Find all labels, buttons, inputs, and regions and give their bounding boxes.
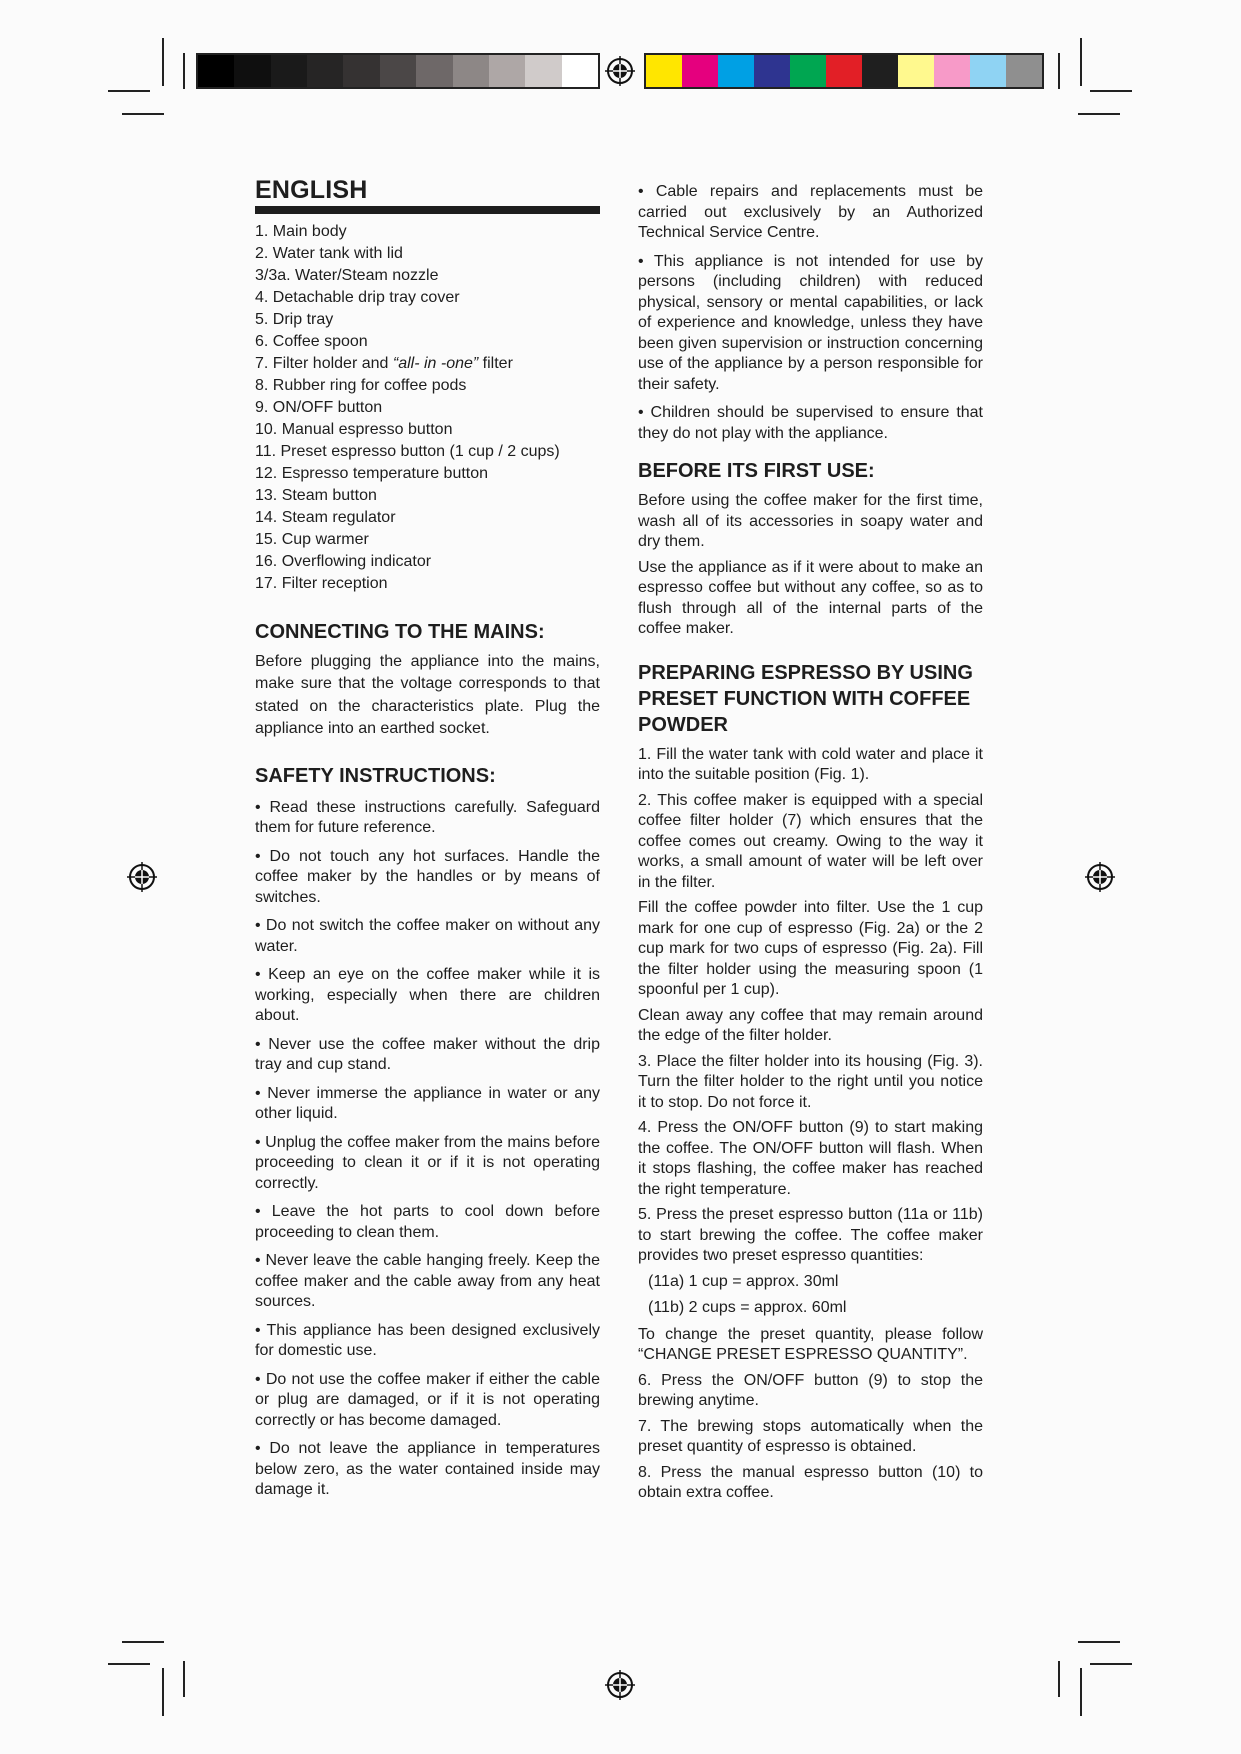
color-swatch — [271, 55, 307, 87]
part-label: 10. Manual espresso button — [255, 420, 453, 438]
part-label-tail: filter — [478, 354, 513, 372]
part-item — [255, 287, 600, 309]
safety-item: • Never immerse the appliance in water or any other liquid. — [255, 1084, 600, 1122]
steps-list — [638, 745, 983, 1267]
part-label: 15. Cup warmer — [255, 530, 369, 548]
step-paragraph: 3. Place the filter holder into its housing (Fig. 3). Turn the filter holder to the right until you notice it to stop. Do not force it. — [638, 1052, 983, 1111]
part-label: 12. Espresso temperature button — [255, 464, 489, 482]
step-paragraph: 1. Fill the water tank with cold water and place it into the suitable position (Fig. 1). — [638, 745, 983, 783]
part-label: 7. Filter holder and — [255, 354, 389, 372]
color-swatch — [416, 55, 452, 87]
part-item — [255, 309, 600, 331]
safety-list — [255, 798, 600, 1501]
safety-item: • This appliance is not intended for use by persons (including children) with reduced physical, sensory or mental capabilities, or lack of experience and knowledge, unless they have been given supervision or instruction concerning use of the appliance by a person responsible for their safety. — [638, 252, 983, 393]
color-swatch — [234, 55, 270, 87]
first-use-heading: BEFORE ITS FIRST USE: — [638, 460, 875, 482]
step-paragraph: 2. This coffee maker is equipped with a special coffee filter holder (7) which ensures that the coffee comes out creamy. Owing to the way it works, a small amount of water will be left over in the filter. — [638, 791, 983, 891]
registration-mark-icon — [1085, 862, 1115, 892]
part-item — [255, 397, 600, 419]
part-item — [255, 529, 600, 551]
part-label: 13. Steam button — [255, 486, 377, 504]
safety-heading: SAFETY INSTRUCTIONS: — [255, 764, 496, 787]
safety-item: • Do not touch any hot surfaces. Handle the coffee maker by the handles or by means of switches. — [255, 847, 600, 906]
part-filter-name: “all- in -one” — [392, 354, 479, 372]
part-item — [255, 265, 600, 287]
part-label: 5. Drip tray — [255, 310, 334, 328]
first-use-paragraph: Before using the coffee maker for the first time, wash all of its accessories in soapy water and dry them. — [638, 492, 983, 550]
step-paragraph: 7. The brewing stops automatically when the preset quantity of espresso is obtained. — [638, 1417, 983, 1455]
color-swatch — [489, 55, 525, 87]
process-color-bar — [644, 53, 1044, 89]
part-label: 14. Steam regulator — [255, 508, 396, 526]
color-swatch — [562, 55, 598, 87]
preset-quantities — [638, 1272, 983, 1319]
color-swatch — [718, 55, 754, 87]
language-heading: ENGLISH — [255, 176, 368, 204]
part-label: 16. Overflowing indicator — [255, 552, 432, 570]
step-paragraph: Clean away any coffee that may remain around the edge of the filter holder. — [638, 1006, 983, 1044]
color-swatch — [970, 55, 1006, 87]
parts-list — [255, 221, 600, 595]
part-item — [255, 441, 600, 463]
part-item — [255, 551, 600, 573]
right-column — [638, 182, 983, 1509]
safety-item: • Unplug the coffee maker from the mains before proceeding to clean it or if it is not operating correctly. — [255, 1133, 600, 1192]
preparing-heading: PREPARING ESPRESSO BY USING PRESET FUNCTION WITH COFFEE POWDER — [638, 661, 973, 736]
part-label: 2. Water tank with lid — [255, 244, 403, 262]
quantity-item: (11b) 2 cups = approx. 60ml — [648, 1299, 847, 1316]
color-swatch — [1006, 55, 1042, 87]
safety-item: • This appliance has been designed exclusively for domestic use. — [255, 1321, 600, 1359]
color-swatch — [343, 55, 379, 87]
part-item — [255, 221, 600, 243]
part-item — [255, 375, 600, 397]
steps-list-continued — [638, 1325, 983, 1504]
color-swatch — [826, 55, 862, 87]
part-item — [255, 485, 600, 507]
color-swatch — [898, 55, 934, 87]
part-label: 6. Coffee spoon — [255, 332, 368, 350]
step-paragraph: 8. Press the manual espresso button (10) to obtain extra coffee. — [638, 1463, 983, 1501]
part-label: 4. Detachable drip tray cover — [255, 288, 460, 306]
registration-mark-icon — [605, 1670, 635, 1700]
color-swatch — [198, 55, 234, 87]
safety-item: • Keep an eye on the coffee maker while it is working, especially when there are children about. — [255, 966, 600, 1024]
left-column — [255, 176, 600, 1509]
part-item — [255, 353, 600, 375]
safety-item: • Read these instructions carefully. Safeguard them for future reference. — [255, 798, 600, 836]
safety-item: • Do not leave the appliance in temperatures below zero, as the water contained inside may damage it. — [255, 1440, 600, 1498]
part-item — [255, 573, 600, 595]
registration-mark-icon — [605, 56, 635, 86]
part-item — [255, 331, 600, 353]
part-label: 11. Preset espresso button (1 cup / 2 cups) — [255, 442, 560, 460]
step-paragraph: To change the preset quantity, please follow “CHANGE PRESET ESPRESSO QUANTITY”. — [638, 1325, 983, 1363]
step-paragraph: 4. Press the ON/OFF button (9) to start making the coffee. The ON/OFF button will flash. When it stops flashing, the coffee maker has reached the right temperature. — [638, 1119, 983, 1198]
part-item — [255, 507, 600, 529]
grayscale-color-bar — [196, 53, 600, 89]
first-use-text — [638, 491, 983, 640]
color-swatch — [307, 55, 343, 87]
heading-rule — [255, 206, 600, 214]
safety-item: • Do not use the coffee maker if either the cable or plug are damaged, or if it is not operating correctly or has become damaged. — [255, 1370, 600, 1429]
registration-mark-icon — [127, 862, 157, 892]
safety-item: • Never use the coffee maker without the drip tray and cup stand. — [255, 1035, 600, 1073]
safety-list-continued — [638, 182, 983, 444]
part-label: 17. Filter reception — [255, 574, 388, 592]
part-label: 3/3a. Water/Steam nozzle — [255, 266, 439, 284]
mains-heading: CONNECTING TO THE MAINS: — [255, 620, 545, 643]
color-swatch — [934, 55, 970, 87]
color-swatch — [862, 55, 898, 87]
color-swatch — [682, 55, 718, 87]
mains-text: Before plugging the appliance into the mains, make sure that the voltage corresponds to that stated on the characteristics plate. Plug the appliance into an earthed socket. — [255, 652, 600, 737]
safety-item: • Leave the hot parts to cool down before proceeding to clean them. — [255, 1203, 600, 1241]
safety-item: • Do not switch the coffee maker on without any water. — [255, 917, 600, 955]
part-item — [255, 243, 600, 265]
color-swatch — [525, 55, 561, 87]
part-label: 8. Rubber ring for coffee pods — [255, 376, 467, 394]
part-item — [255, 463, 600, 485]
part-item — [255, 419, 600, 441]
safety-item: • Children should be supervised to ensure that they do not play with the appliance. — [638, 404, 983, 442]
color-swatch — [646, 55, 682, 87]
quantity-item: (11a) 1 cup = approx. 30ml — [648, 1272, 839, 1290]
color-swatch — [453, 55, 489, 87]
color-swatch — [754, 55, 790, 87]
part-label: 1. Main body — [255, 222, 347, 240]
first-use-paragraph: Use the appliance as if it were about to make an espresso coffee but without any coffee, so as to flush through all of the internal parts of the coffee maker. — [638, 558, 983, 637]
step-paragraph: Fill the coffee powder into filter. Use the 1 cup mark for one cup of espresso (Fig. 2a) or the 2 cup mark for two cups of espresso (Fig. 2a). Fill the filter holder using the measuring spoon (1 spoonful per 1 cup). — [638, 899, 983, 998]
part-label: 9. ON/OFF button — [255, 398, 383, 416]
color-swatch — [790, 55, 826, 87]
step-paragraph: 6. Press the ON/OFF button (9) to stop the brewing anytime. — [638, 1371, 983, 1409]
color-swatch — [380, 55, 416, 87]
step-paragraph: 5. Press the preset espresso button (11a or 11b) to start brewing the coffee. The coffee maker provides two preset espresso quantities: — [638, 1206, 983, 1264]
safety-item: • Never leave the cable hanging freely. Keep the coffee maker and the cable away from any heat sources. — [255, 1252, 600, 1310]
safety-item: • Cable repairs and replacements must be carried out exclusively by an Authorized Technical Service Centre. — [638, 183, 983, 241]
